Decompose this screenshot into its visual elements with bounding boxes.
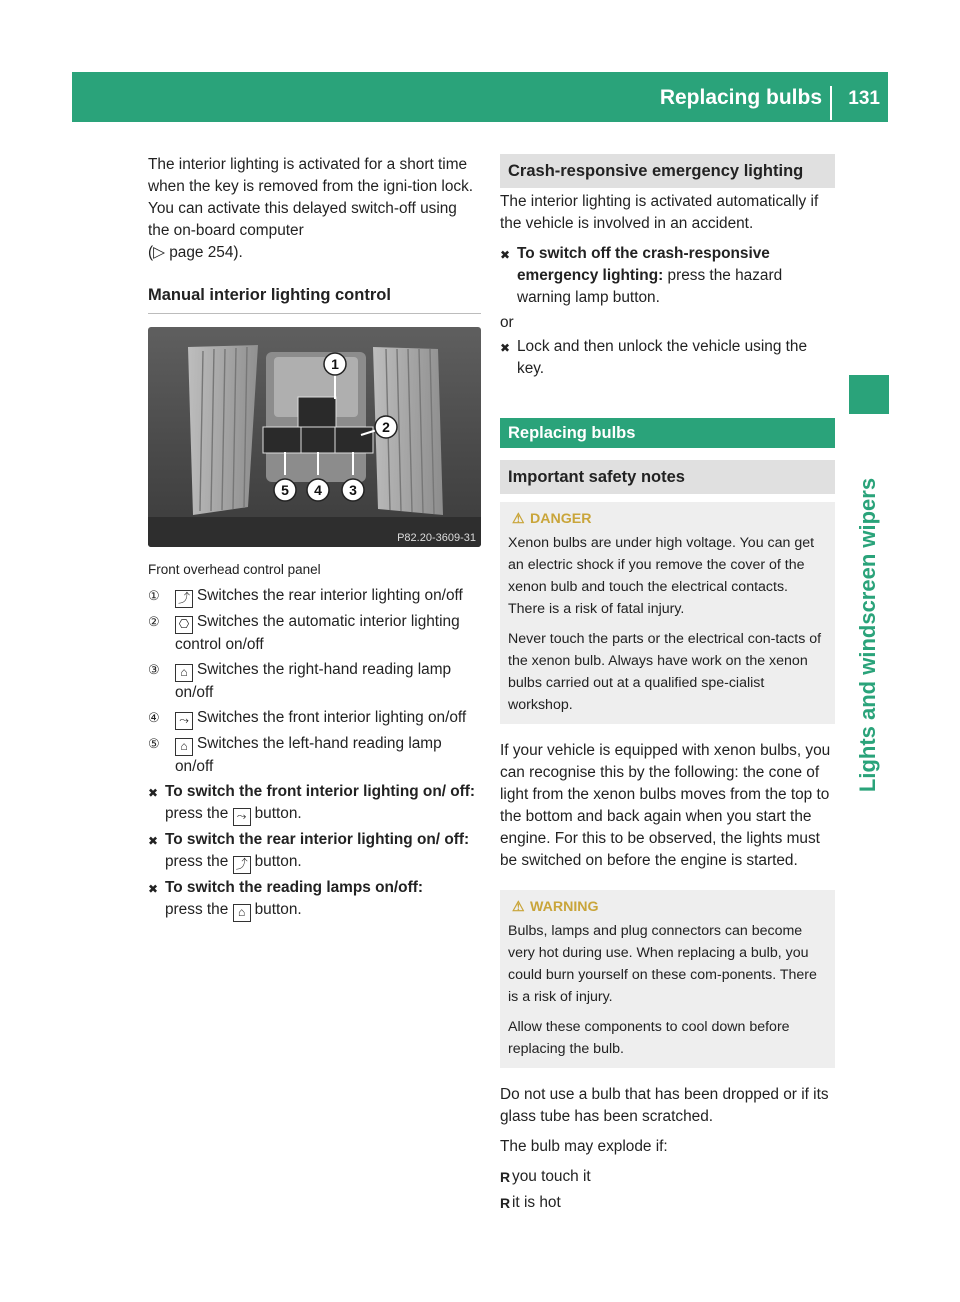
step-arrow-icon: ✖: [500, 248, 511, 262]
front-light-icon: ⤳: [175, 712, 193, 730]
header-title: Replacing bulbs: [659, 86, 822, 109]
legend-item: ② ⎔ Switches the automatic interior lighting control on/off: [148, 613, 460, 653]
section-heading-manual: Manual interior lighting control: [148, 284, 481, 314]
callout-5: 5: [281, 482, 289, 498]
figure-code: P82.20-3609-31: [397, 532, 476, 544]
instruction-step: ✖ To switch off the crash-responsive emergency lighting: press the hazard warning lamp button.: [500, 243, 835, 309]
callout-3: 3: [349, 482, 357, 498]
step-arrow-icon: ✖: [148, 834, 159, 848]
figure-caption: Front overhead control panel: [148, 562, 321, 577]
dropped-bulb-text: Do not use a bulb that has been dropped or if its glass tube has been scratched.: [500, 1086, 829, 1125]
step-arrow-icon: ✖: [500, 341, 511, 355]
header-divider: [830, 86, 832, 120]
page-header: [72, 72, 888, 122]
list-item: R it is hot: [500, 1192, 835, 1214]
bullet-icon: R: [500, 1169, 511, 1185]
callout-4: 4: [314, 482, 322, 498]
side-tab-marker: [849, 375, 889, 414]
left-column: [148, 154, 481, 925]
page-number: 131: [848, 88, 880, 109]
legend-item: ⑤ ⌂ Switches the left-hand reading lamp on/off: [148, 735, 442, 775]
crash-lighting-heading: Crash-responsive emergency lighting: [500, 154, 835, 188]
legend-item: ④ ⤳ Switches the front interior lighting on/off: [148, 707, 481, 730]
front-light-icon: ⤳: [233, 808, 251, 826]
side-tab-label: Lights and windscreen wipers: [855, 477, 880, 793]
callout-1: 1: [331, 356, 339, 372]
legend-item: ① ⤴ Switches the rear interior lighting on/off: [148, 585, 481, 608]
panel-illustration: [148, 327, 481, 547]
rear-light-icon: ⤴: [233, 856, 251, 874]
or-text: or: [500, 314, 514, 331]
explode-text: The bulb may explode if:: [500, 1138, 668, 1155]
auto-light-icon: ⎔: [175, 616, 193, 634]
instruction-step: ✖ To switch the reading lamps on/off: press the ⌂ button.: [148, 877, 481, 922]
legend-item: ③ ⌂ Switches the right-hand reading lamp on/off: [148, 661, 452, 701]
right-column: [500, 154, 835, 1214]
step-arrow-icon: ✖: [148, 882, 159, 896]
reading-lamp-icon: ⌂: [175, 664, 193, 682]
bullet-icon: R: [500, 1195, 511, 1211]
danger-box: ⚠ DANGER Xenon bulbs are under high voltage. You can get an electric shock if you remove the cover of the xenon bulb and touch the electrical contacts. There is a risk of fatal injury. Never touch the parts or the electrical con-tacts of the xenon bulb. Always have work on the xenon bulbs carried out at a qualified spe-cialist workshop.: [500, 502, 835, 724]
rear-light-icon: ⤴: [175, 590, 193, 608]
instruction-step: ✖ To switch the rear interior lighting on/ off: press the ⤴ button.: [148, 829, 481, 874]
step-arrow-icon: ✖: [148, 786, 159, 800]
section-heading-replacing-bulbs: Replacing bulbs: [500, 418, 835, 448]
instruction-step: ✖ Lock and then unlock the vehicle using the key.: [500, 336, 835, 380]
reading-lamp-icon: ⌂: [175, 738, 193, 756]
xenon-paragraph: If your vehicle is equipped with xenon bulbs, you can recognise this by the following: the cone of light from the xenon bulbs moves from the top to the bottom and back again when you start the engine. For this to be observed, the lights must be switched on before the engine is started.: [500, 742, 831, 869]
warning-box: ⚠ WARNING Bulbs, lamps and plug connectors can become very hot during use. When replacing a bulb, you could burn yourself on these com-ponents. There is a risk of injury. Allow these components to cool down before replacing the bulb.: [500, 890, 835, 1068]
instruction-step: ✖ To switch the front interior lighting on/ off: press the ⤳ button.: [148, 781, 481, 826]
overhead-control-panel-photo: [148, 327, 481, 547]
warning-triangle-icon: ⚠: [512, 510, 525, 526]
crash-lighting-text: The interior lighting is activated automatically if the vehicle is involved in an accident.: [500, 193, 819, 232]
reading-lamp-icon: ⌂: [233, 904, 251, 922]
list-item: R you touch it: [500, 1166, 835, 1188]
callout-2: 2: [382, 419, 390, 435]
warning-triangle-icon: ⚠: [512, 898, 525, 914]
intro-paragraph: The interior lighting is activated for a short time when the key is removed from the igni-tion lock. You can activate this delayed switch-off using the on-board computer (▷ page 254).: [148, 156, 474, 261]
legend-list: [148, 585, 481, 778]
safety-notes-heading: Important safety notes: [500, 460, 835, 494]
page-reference-link[interactable]: (▷ page 254).: [148, 244, 243, 261]
